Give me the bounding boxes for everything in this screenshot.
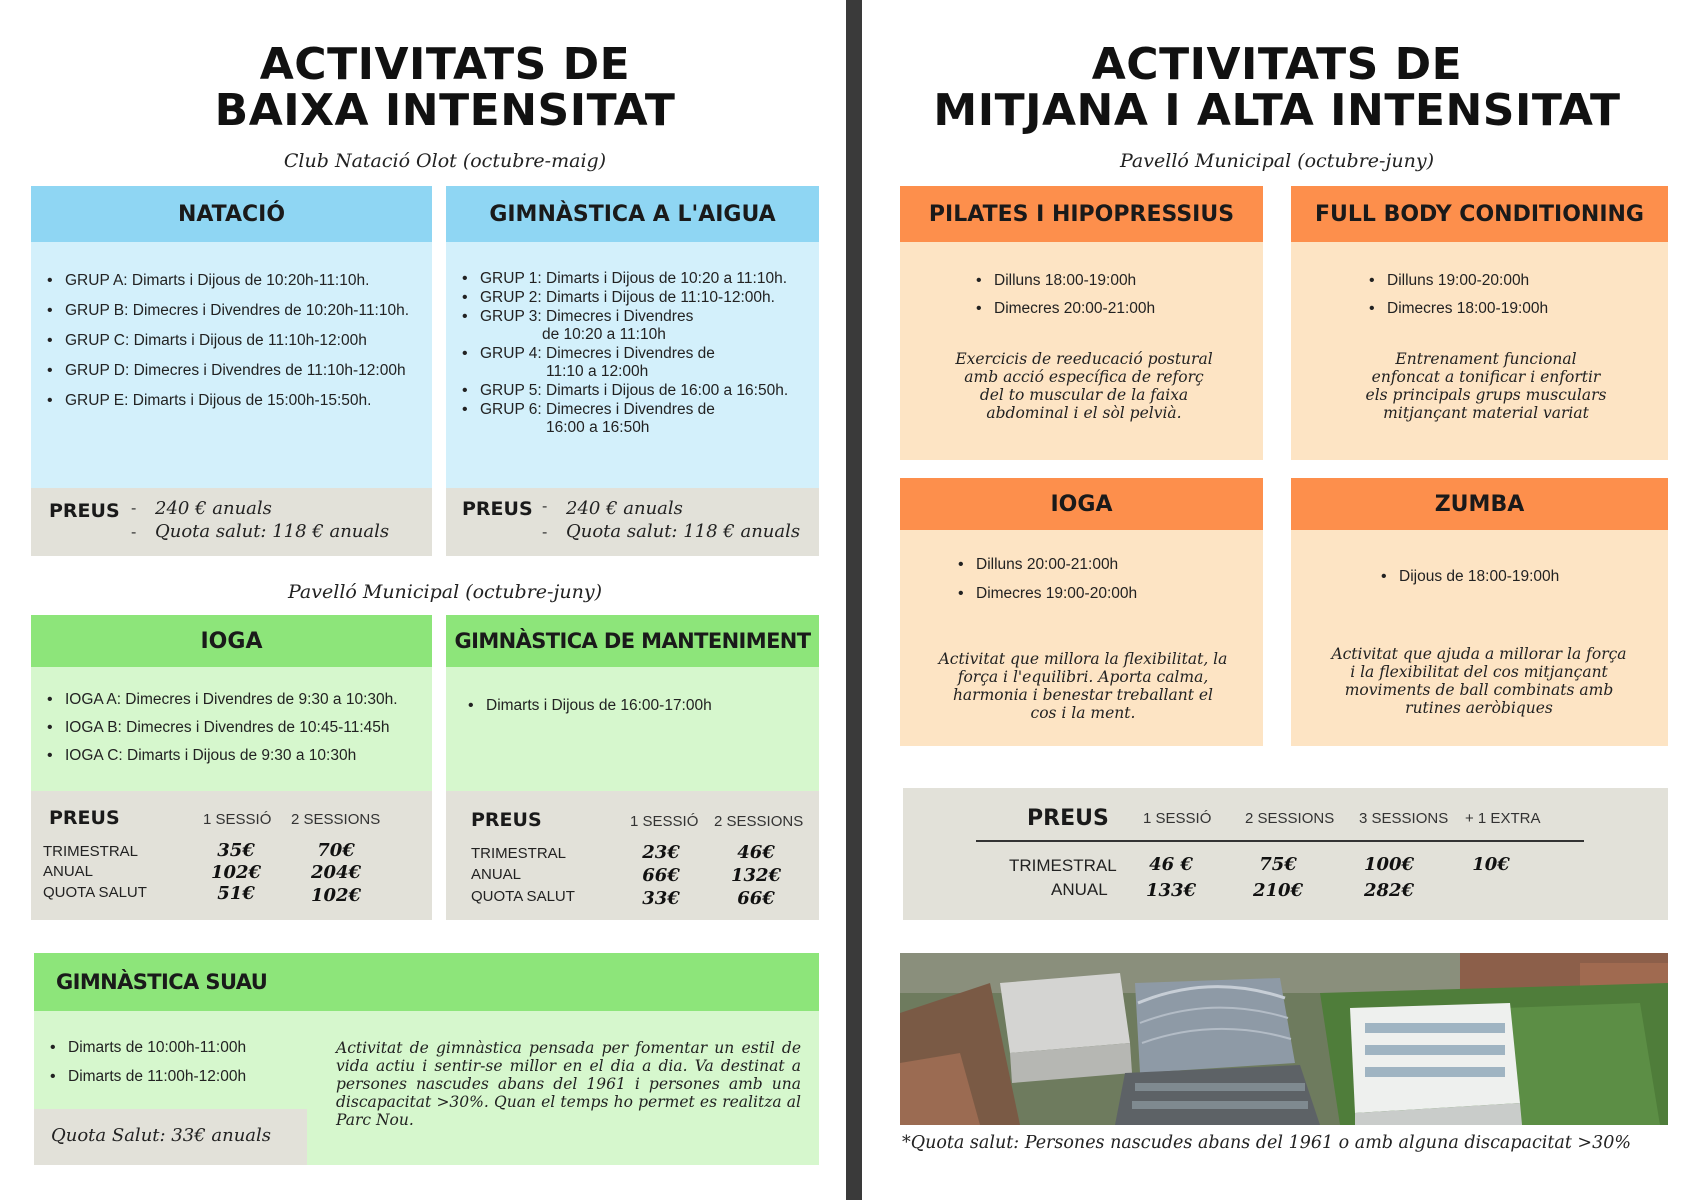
price-value: 210€ [1252, 880, 1304, 901]
list-item: • IOGA B: Dimecres i Divendres de 10:45-11:45h [43, 719, 398, 737]
pilates-title: PILATES I HIPOPRESSIUS [900, 186, 1263, 242]
price-value: 100€ [1363, 854, 1415, 875]
preus-label: PREUS [49, 500, 120, 522]
price-value: 51€ [217, 883, 255, 904]
col-2-sessions: 2 SESSIONS [1245, 810, 1335, 827]
price-value: 66€ [642, 865, 680, 886]
list-item: • GRUP 6: Dimecres i Divendres de 16:00 a 16:50h [458, 401, 788, 437]
natacio-prices [31, 488, 432, 556]
zumba-title: ZUMBA [1291, 478, 1668, 530]
right-prices-table [903, 788, 1668, 920]
zumba-description: Activitat que ajuda a millorar la força i la flexibilitat del cos mitjançant moviments de ball combinats amb rutines aeròbiques [1331, 645, 1627, 717]
list-item: • GRUP 3: Dimecres i Divendres de 10:20 a 11:10h [458, 308, 788, 344]
annual-price: 240 € anuals [566, 498, 683, 519]
gimnastica-manteniment-schedule-list [464, 697, 712, 715]
gimnastica-suau-description: Activitat de gimnàstica pensada per fomentar un estil de vida actiu i sentir-se millor en el dia a dia. Va destinat a persones nascudes abans del 1961 i persones amb una discapacitat >30%. Quan el temps ho permet es realitza al Parc Nou. [336, 1039, 801, 1129]
pilates-body [900, 242, 1263, 460]
health-quota-price: Quota Salut: 33€ anuals [51, 1125, 272, 1146]
col-extra: + 1 EXTRA [1465, 810, 1541, 827]
list-item: • GRUP 1: Dimarts i Dijous de 10:20 a 11:10h. [458, 270, 788, 288]
natacio-card [31, 186, 432, 556]
dash: - [131, 500, 137, 517]
row-anual: ANUAL [471, 866, 522, 883]
row-quota-salut: QUOTA SALUT [43, 884, 147, 901]
preus-label: PREUS [1027, 806, 1109, 831]
dash: - [542, 524, 548, 541]
gimnastica-aigua-title: GIMNÀSTICA A L'AIGUA [446, 186, 819, 242]
right-ioga-title: IOGA [900, 478, 1263, 530]
price-value: 132€ [730, 865, 782, 886]
list-item: • Dimarts de 10:00h-11:00h [46, 1039, 246, 1057]
quota-salut-footnote: *Quota salut: Persones nascudes abans del 1961 o amb alguna discapacitat >30% [902, 1133, 1631, 1153]
right-pavello-subtitle: Pavelló Municipal (octubre-juny) [1120, 150, 1434, 172]
natacio-schedule-area [31, 242, 432, 488]
pavello-subtitle: Pavelló Municipal (octubre-juny) [288, 581, 602, 603]
row-trimestral: TRIMESTRAL [1009, 856, 1117, 875]
gimnastica-aigua-prices [446, 488, 819, 556]
right-main-title: ACTIVITATS DE MITJANA I ALTA INTENSITAT [933, 39, 1621, 136]
list-item: • GRUP 2: Dimarts i Dijous de 11:10-12:00h. [458, 289, 788, 307]
col-2-sessions: 2 SESSIONS [291, 811, 381, 828]
row-quota-salut: QUOTA SALUT [471, 888, 575, 905]
price-value: 10€ [1472, 854, 1510, 875]
preus-label: PREUS [462, 498, 533, 520]
price-value: 75€ [1259, 854, 1297, 875]
row-trimestral: TRIMESTRAL [471, 845, 567, 862]
list-item: • IOGA A: Dimecres i Divendres de 9:30 a 10:30h. [43, 691, 398, 709]
ioga-schedule-list [43, 691, 398, 765]
gimnastica-suau-quota [34, 1109, 307, 1165]
row-trimestral: TRIMESTRAL [43, 843, 139, 860]
price-value: 70€ [317, 840, 355, 861]
list-item: • IOGA C: Dimarts i Dijous de 9:30 a 10:30h [43, 747, 398, 765]
price-value: 133€ [1145, 880, 1197, 901]
list-item: • Dijous de 18:00-19:00h [1377, 568, 1559, 586]
list-item: • Dimecres 19:00-20:00h [954, 585, 1137, 603]
price-value: 23€ [642, 842, 680, 863]
ioga-title: IOGA [31, 615, 432, 667]
gimnastica-manteniment-schedule-area [446, 667, 819, 791]
price-value: 33€ [642, 888, 680, 909]
list-item: • GRUP 4: Dimecres i Divendres de 11:10 a 12:00h [458, 345, 788, 381]
preus-label: PREUS [49, 807, 120, 829]
col-1-session: 1 SESSIÓ [630, 813, 699, 830]
ioga-card [31, 615, 432, 920]
right-page [862, 0, 1698, 1200]
col-3-sessions: 3 SESSIONS [1359, 810, 1449, 827]
full-body-title: FULL BODY CONDITIONING [1291, 186, 1668, 242]
list-item: • Dilluns 18:00-19:00h [972, 272, 1155, 290]
price-value: 102€ [210, 862, 262, 883]
list-item: • GRUP 5: Dimarts i Dijous de 16:00 a 16:50h. [458, 382, 788, 400]
gimnastica-manteniment-title: GIMNÀSTICA DE MANTENIMENT [446, 615, 819, 667]
right-ioga-card [900, 478, 1263, 746]
col-1-session: 1 SESSIÓ [1143, 810, 1212, 827]
price-value: 46 € [1149, 854, 1193, 875]
gimnastica-suau-card [34, 953, 819, 1165]
list-item: • Dimecres 20:00-21:00h [972, 300, 1155, 318]
price-value: 66€ [737, 888, 775, 909]
list-item: • Dilluns 20:00-21:00h [954, 556, 1137, 574]
right-ioga-body [900, 530, 1263, 746]
full-body-description: Entrenament funcional enfoncat a tonificar i enfortir els principals grups musculars mitjançant material variat [1365, 350, 1607, 422]
list-item: • GRUP C: Dimarts i Dijous de 11:10h-12:00h [43, 332, 409, 350]
gimnastica-suau-schedule-list [46, 1039, 246, 1086]
gimnastica-aigua-schedule-area [446, 242, 819, 488]
natacio-title: NATACIÓ [31, 186, 432, 242]
table-rule [976, 840, 1584, 842]
col-1-session: 1 SESSIÓ [203, 811, 272, 828]
gimnastica-suau-title: GIMNÀSTICA SUAU [34, 953, 819, 1011]
price-value: 35€ [217, 840, 255, 861]
full-body-card [1291, 186, 1668, 460]
gimnastica-manteniment-prices [446, 791, 819, 920]
dash: - [542, 498, 548, 515]
gimnastica-aigua-schedule-list [458, 270, 788, 437]
zumba-body [1291, 530, 1668, 746]
ioga-schedule-area [31, 667, 432, 791]
natacio-schedule-list [43, 272, 409, 410]
annual-price: 240 € anuals [155, 498, 272, 519]
col-2-sessions: 2 SESSIONS [714, 813, 804, 830]
list-item: • Dimarts i Dijous de 16:00-17:00h [464, 697, 712, 715]
pavello-aerial-photo [900, 953, 1668, 1125]
gimnastica-aigua-card [446, 186, 819, 556]
price-value: 204€ [310, 862, 362, 883]
list-item: • GRUP A: Dimarts i Dijous de 10:20h-11:10h. [43, 272, 409, 290]
club-natacio-subtitle: Club Natació Olot (octubre-maig) [283, 150, 607, 172]
preus-label: PREUS [471, 809, 542, 831]
full-body-schedule-list [1365, 272, 1548, 318]
full-body-body [1291, 242, 1668, 460]
zumba-schedule-list [1377, 568, 1559, 586]
pilates-description: Exercicis de reeducació postural amb acció específica de reforç del to muscular de la faixa abdominal i el sòl pelvià. [955, 350, 1213, 422]
ioga-prices [31, 791, 432, 920]
pilates-schedule-list [972, 272, 1155, 318]
right-ioga-description: Activitat que millora la flexibilitat, la força i l'equilibri. Aporta calma, harmonia i benestar treballant el cos i la ment. [938, 650, 1228, 722]
health-quota-price: Quota salut: 118 € anuals [155, 521, 390, 542]
right-ioga-schedule-list [954, 556, 1137, 603]
list-item: • Dilluns 19:00-20:00h [1365, 272, 1548, 290]
list-item: • GRUP B: Dimecres i Divendres de 10:20h-11:10h. [43, 302, 409, 320]
list-item: • Dimecres 18:00-19:00h [1365, 300, 1548, 318]
row-anual: ANUAL [43, 863, 94, 880]
dash: - [131, 524, 137, 541]
price-value: 46€ [737, 842, 775, 863]
gimnastica-manteniment-card [446, 615, 819, 920]
price-value: 102€ [310, 885, 362, 906]
list-item: • GRUP E: Dimarts i Dijous de 15:00h-15:50h. [43, 392, 409, 410]
left-page [0, 0, 846, 1200]
page-divider [846, 0, 862, 1200]
health-quota-price: Quota salut: 118 € anuals [566, 521, 801, 542]
row-anual: ANUAL [1051, 880, 1108, 899]
list-item: • GRUP D: Dimecres i Divendres de 11:10h-12:00h [43, 362, 409, 380]
price-value: 282€ [1363, 880, 1415, 901]
list-item: • Dimarts de 11:00h-12:00h [46, 1068, 246, 1086]
zumba-card [1291, 478, 1668, 746]
pilates-card [900, 186, 1263, 460]
left-main-title: ACTIVITATS DE BAIXA INTENSITAT [214, 39, 676, 136]
